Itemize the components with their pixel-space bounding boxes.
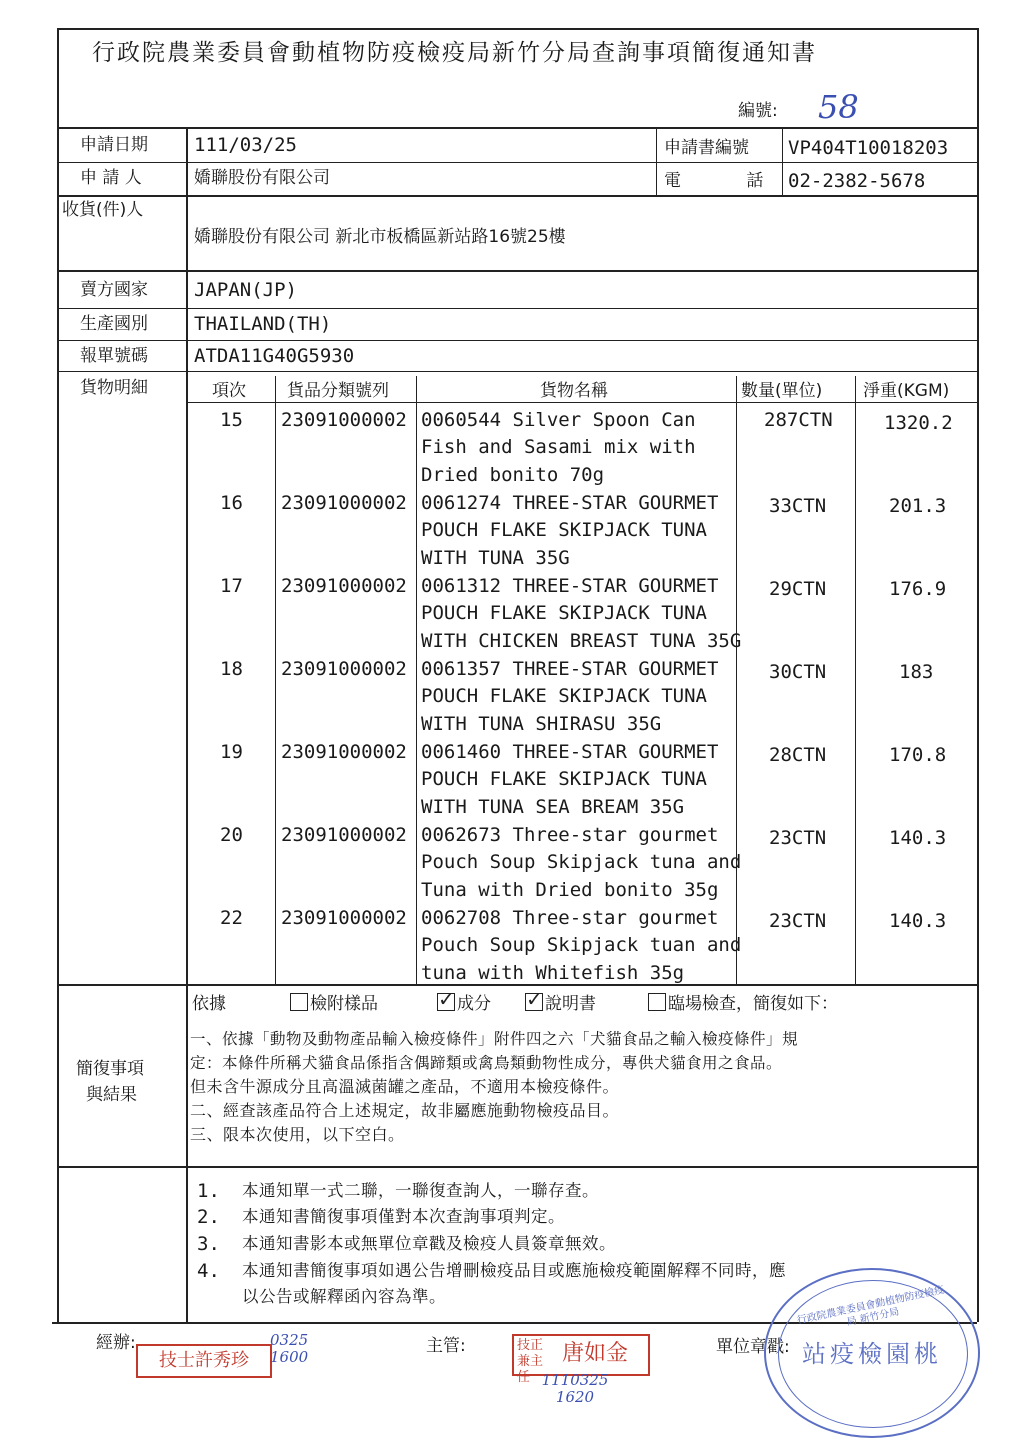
row-qty: 30CTN xyxy=(769,661,827,683)
col-goods-name: 貨物名稱 xyxy=(540,381,608,401)
option-sample[interactable] xyxy=(290,993,378,1015)
basis-label: 依據 xyxy=(192,994,226,1014)
rule xyxy=(57,195,977,197)
seller-country-label: 賣方國家 xyxy=(80,280,148,300)
handler-stamp: 技士許秀珍 xyxy=(136,1344,272,1378)
applicant-label: 申 請 人 xyxy=(80,168,142,188)
consignee-value: 嬌聯股份有限公司 新北市板橋區新站路16號25樓 xyxy=(194,227,566,247)
row-qty: 23CTN xyxy=(769,910,827,932)
row-weight: 183 xyxy=(899,661,934,683)
note-text: 以公告或解釋函內容為準。 xyxy=(242,1287,446,1306)
option-ingredients[interactable] xyxy=(437,993,491,1015)
col-net-weight: 淨重(KGM) xyxy=(863,381,950,401)
note-num: 4. xyxy=(197,1260,220,1282)
rule xyxy=(57,308,977,309)
result-line-5: 三、限本次使用，以下空白。 xyxy=(190,1125,405,1144)
document-title: 行政院農業委員會動植物防疫檢疫局新竹分局查詢事項簡復通知書 xyxy=(92,40,817,66)
unit-seal xyxy=(764,1268,980,1438)
option-onsite-label: 臨場檢查，簡復如下： xyxy=(668,994,838,1014)
row-item: 15 xyxy=(220,409,243,431)
row-hs: 23091000002 xyxy=(281,824,407,846)
checkbox-sample[interactable] xyxy=(290,993,308,1011)
origin-value: THAILAND(TH) xyxy=(194,313,332,335)
rule xyxy=(416,376,417,984)
result-line-1: 一、依據「動物及動物產品輸入檢疫條件」附件四之六「犬貓食品之輸入檢疫條件」規 xyxy=(190,1030,799,1048)
note-num: 2. xyxy=(197,1206,220,1228)
rule xyxy=(855,376,856,984)
row-weight: 1320.2 xyxy=(884,412,953,434)
row-name: 0061460 THREE-STAR GOURMET POUCH FLAKE SKIPJACK TUNA WITH TUNA SEA BREAM 35G xyxy=(421,741,719,818)
note-text: 本通知書簡復事項僅對本次查詢事項判定。 xyxy=(242,1207,565,1226)
origin-label: 生產國別 xyxy=(80,314,148,334)
seal-ring-text: 行政院農業委員會動植物防疫檢疫局 新竹分局 xyxy=(796,1284,946,1329)
frame-right xyxy=(977,28,979,1322)
note-num: 3. xyxy=(197,1233,220,1255)
rule xyxy=(275,376,276,984)
row-hs: 23091000002 xyxy=(281,492,407,514)
application-no-label: 申請書編號 xyxy=(664,138,749,158)
apply-date-value: 111/03/25 xyxy=(194,134,297,156)
row-name: 0062673 Three-star gourmet Pouch Soup Skipjack tuna and Tuna with Dried bonito 35g xyxy=(421,824,742,901)
supervisor-stamp-title: 技正 兼主任 xyxy=(517,1338,544,1385)
phone-label: 電 話 xyxy=(664,171,764,191)
application-no-value: VP404T10018203 xyxy=(788,137,949,159)
checkbox-manual[interactable] xyxy=(525,993,543,1011)
handler-label: 經辦: xyxy=(96,1333,136,1353)
declaration-no-label: 報單號碼 xyxy=(80,346,148,366)
row-name: 0061274 THREE-STAR GOURMET POUCH FLAKE SKIPJACK TUNA WITH TUNA 35G xyxy=(421,492,719,569)
row-hs: 23091000002 xyxy=(281,741,407,763)
row-weight: 201.3 xyxy=(889,495,947,517)
applicant-value: 嬌聯股份有限公司 xyxy=(194,168,330,188)
goods-detail-label: 貨物明細 xyxy=(80,378,148,398)
col-quantity: 數量(單位) xyxy=(741,381,823,401)
row-hs: 23091000002 xyxy=(281,907,407,929)
frame-top xyxy=(57,28,979,30)
apply-date-label: 申請日期 xyxy=(80,135,148,155)
row-hs: 23091000002 xyxy=(281,409,407,431)
declaration-no-value: ATDA11G40G5930 xyxy=(194,345,355,367)
result-label-line1: 簡復事項 xyxy=(76,1059,144,1079)
row-item: 22 xyxy=(220,907,243,929)
handler-date-note: 0325 1600 xyxy=(270,1331,309,1366)
serial-number: 58 xyxy=(818,88,859,126)
rule xyxy=(57,1166,977,1168)
unit-seal-label: 單位章戳: xyxy=(716,1337,790,1357)
result-line-4: 二、經查該產品符合上述規定，故非屬應施動物檢疫品目。 xyxy=(190,1101,620,1120)
checkbox-ingredients[interactable] xyxy=(437,993,455,1011)
checkbox-onsite[interactable] xyxy=(648,993,666,1011)
option-onsite[interactable] xyxy=(648,993,838,1015)
note-text: 本通知書簡復事項如遇公告增刪檢疫品目或應施檢疫範圍解釋不同時，應 xyxy=(242,1261,786,1280)
option-ingredients-label: 成分 xyxy=(457,994,491,1014)
row-weight: 176.9 xyxy=(889,578,947,600)
serial-label: 編號: xyxy=(738,101,778,121)
result-label-line2: 與結果 xyxy=(86,1085,137,1105)
row-item: 18 xyxy=(220,658,243,680)
row-weight: 170.8 xyxy=(889,744,947,766)
frame-left xyxy=(57,28,59,1322)
seller-country-value: JAPAN(JP) xyxy=(194,279,297,301)
row-item: 17 xyxy=(220,575,243,597)
option-manual-label: 說明書 xyxy=(545,994,596,1014)
col-hs-code: 貨品分類號列 xyxy=(287,381,389,401)
row-name: 0060544 Silver Spoon Can Fish and Sasami mix with Dried bonito 70g xyxy=(421,409,696,486)
rule xyxy=(57,371,977,372)
consignee-label: 收貨(件)人 xyxy=(62,200,144,220)
row-qty: 29CTN xyxy=(769,578,827,600)
rule xyxy=(656,127,657,195)
rule xyxy=(186,402,977,403)
supervisor-date-note: 1110325 1620 xyxy=(541,1371,609,1406)
option-manual[interactable] xyxy=(525,993,596,1015)
rule xyxy=(186,984,188,1322)
supervisor-stamp xyxy=(512,1334,650,1385)
row-hs: 23091000002 xyxy=(281,658,407,680)
row-name: 0061312 THREE-STAR GOURMET POUCH FLAKE SKIPJACK TUNA WITH CHICKEN BREAST TUNA 35G xyxy=(421,575,742,652)
row-item: 19 xyxy=(220,741,243,763)
row-weight: 140.3 xyxy=(889,910,947,932)
rule xyxy=(782,127,783,195)
rule xyxy=(57,270,977,272)
supervisor-stamp-name: 唐如金 xyxy=(562,1341,629,1366)
rule xyxy=(186,127,188,984)
rule xyxy=(57,162,977,163)
result-line-3: 但未含牛源成分且高溫滅菌罐之產品，不適用本檢疫條件。 xyxy=(190,1077,620,1096)
option-sample-label: 檢附樣品 xyxy=(310,994,378,1014)
seal-center-text: 桃園檢疫站 xyxy=(802,1340,942,1368)
row-qty: 287CTN xyxy=(764,409,833,431)
note-text: 本通知書影本或無單位章戳及檢疫人員簽章無效。 xyxy=(242,1234,616,1253)
row-hs: 23091000002 xyxy=(281,575,407,597)
row-name: 0062708 Three-star gourmet Pouch Soup Skipjack tuan and tuna with Whitefish 35g xyxy=(421,907,742,984)
rule xyxy=(57,340,977,341)
rule xyxy=(57,127,977,129)
row-name: 0061357 THREE-STAR GOURMET POUCH FLAKE SKIPJACK TUNA WITH TUNA SHIRASU 35G xyxy=(421,658,719,735)
row-qty: 33CTN xyxy=(769,495,827,517)
row-weight: 140.3 xyxy=(889,827,947,849)
col-item: 項次 xyxy=(212,381,246,401)
phone-value: 02-2382-5678 xyxy=(788,170,926,192)
row-item: 20 xyxy=(220,824,243,846)
row-qty: 23CTN xyxy=(769,827,827,849)
note-num: 1. xyxy=(197,1180,220,1202)
supervisor-label: 主管: xyxy=(426,1336,466,1356)
note-text: 本通知單一式二聯，一聯復查詢人，一聯存查。 xyxy=(242,1181,599,1200)
row-qty: 28CTN xyxy=(769,744,827,766)
row-item: 16 xyxy=(220,492,243,514)
result-line-2: 定：本條件所稱犬貓食品係指含偶蹄類或禽鳥類動物性成分，專供犬貓食用之食品。 xyxy=(190,1054,783,1072)
